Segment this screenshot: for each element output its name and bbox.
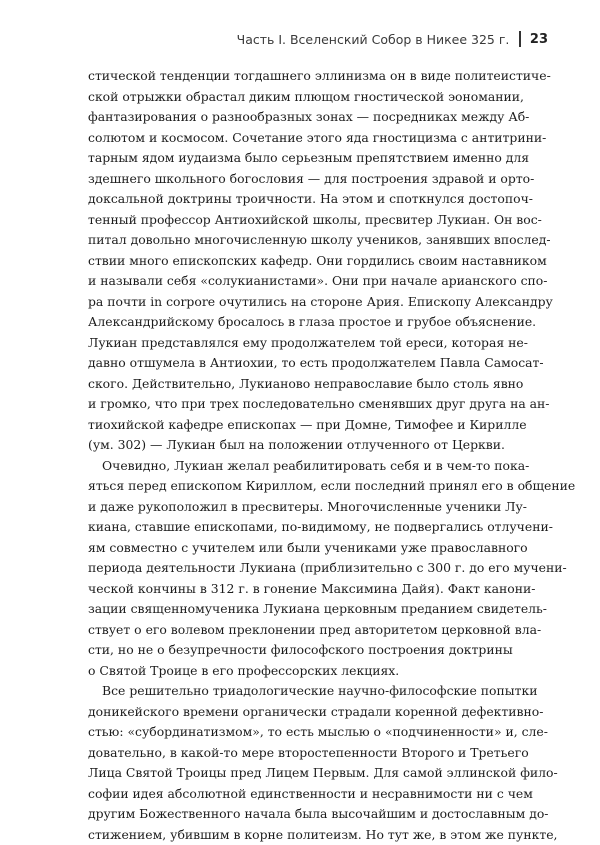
text-line: доникейского времени органически страдали коренной дефективно- [88,702,512,723]
text-line: тиохийской кафедре епископах — при Домне, Тимофее и Кирилле [88,415,512,436]
text-line: Лица Святой Троицы пред Лицем Первым. Для самой эллинской фило- [88,763,512,784]
text-line: сти, но не о безупречности философского построения доктрины [88,640,512,661]
text-line: ствует о его волевом преклонении пред авторитетом церковной вла- [88,620,512,641]
text-line: питал довольно многочисленную школу учеников, занявших впослед- [88,230,512,251]
text-line: ской отрыжки обрастал диким плющом гностической эономании, [88,87,512,108]
text-line: зации священномученика Лукиана церковным преданием свидетель- [88,599,512,620]
text-line: доксальной доктрины троичности. На этом и споткнулся достопоч- [88,189,512,210]
text-line: давно отшумела в Антиохии, то есть продолжателем Павла Самосат- [88,353,512,374]
text-line: и громко, что при трех последовательно сменявших друг друга на ан- [88,394,512,415]
text-line: ского. Действительно, Лукианово неправославие было столь явно [88,374,512,395]
running-head-title: Часть I. Вселенский Собор в Никее 325 г. [237,32,510,47]
text-line: (ум. 302) — Лукиан был на положении отлученного от Церкви. [88,435,512,456]
text-line: Очевидно, Лукиан желал реабилитировать себя и в чем-то пока- [88,456,512,477]
text-line: солютом и космосом. Сочетание этого яда гностицизма с антитрини- [88,128,512,149]
paragraph [88,681,512,845]
text-line: софии идея абсолютной единственности и несравнимости ни с чем [88,784,512,805]
text-line: о Святой Троице в его профессорских лекциях. [88,661,512,682]
running-head [237,31,548,47]
text-line: другим Божественного начала была высочайшим и достославным до- [88,804,512,825]
text-line: тарным ядом иудаизма было серьезным препятствием именно для [88,148,512,169]
running-head-divider [519,31,521,47]
text-line: Лукиан представлялся ему продолжателем той ереси, которая не- [88,333,512,354]
text-line: фантазирования о разнообразных зонах — посредниках между Аб- [88,107,512,128]
text-line: ческой кончины в 312 г. в гонение Максимина Дайя). Факт канони- [88,579,512,600]
text-line: стью: «субординатизмом», то есть мыслью о «подчиненности» и, сле- [88,722,512,743]
paragraph [88,456,512,682]
text-line: ствии много епископских кафедр. Они гордились своим наставником [88,251,512,272]
text-line: ра почти in corpore очутились на стороне Ария. Епископу Александру [88,292,512,313]
text-line: и даже рукоположил в пресвитеры. Многочисленные ученики Лу- [88,497,512,518]
page-body [88,66,512,845]
text-line: Все решительно триадологические научно-философские попытки [88,681,512,702]
text-line: яться перед епископом Кириллом, если последний принял его в общение [88,476,512,497]
text-line: стической тенденции тогдашнего эллинизма он в виде политеистиче- [88,66,512,87]
text-line: киана, ставшие епископами, по-видимому, не подвергались отлучени- [88,517,512,538]
text-line: тенный профессор Антиохийской школы, пресвитер Лукиан. Он вос- [88,210,512,231]
text-line: периода деятельности Лукиана (приблизительно с 300 г. до его мучени- [88,558,512,579]
text-line: ям совместно с учителем или были учениками уже православного [88,538,512,559]
text-line: стижением, убившим в корне политеизм. Но тут же, в этом же пункте, [88,825,512,845]
text-line: и называли себя «солукианистами». Они при начале арианского спо- [88,271,512,292]
text-line: довательно, в какой-то мере второстепенности Второго и Третьего [88,743,512,764]
text-line: Александрийскому бросалось в глаза простое и грубое объяснение. [88,312,512,333]
text-line: здешнего школьного богословия — для построения здравой и орто- [88,169,512,190]
paragraph [88,66,512,456]
page-number: 23 [530,32,548,47]
